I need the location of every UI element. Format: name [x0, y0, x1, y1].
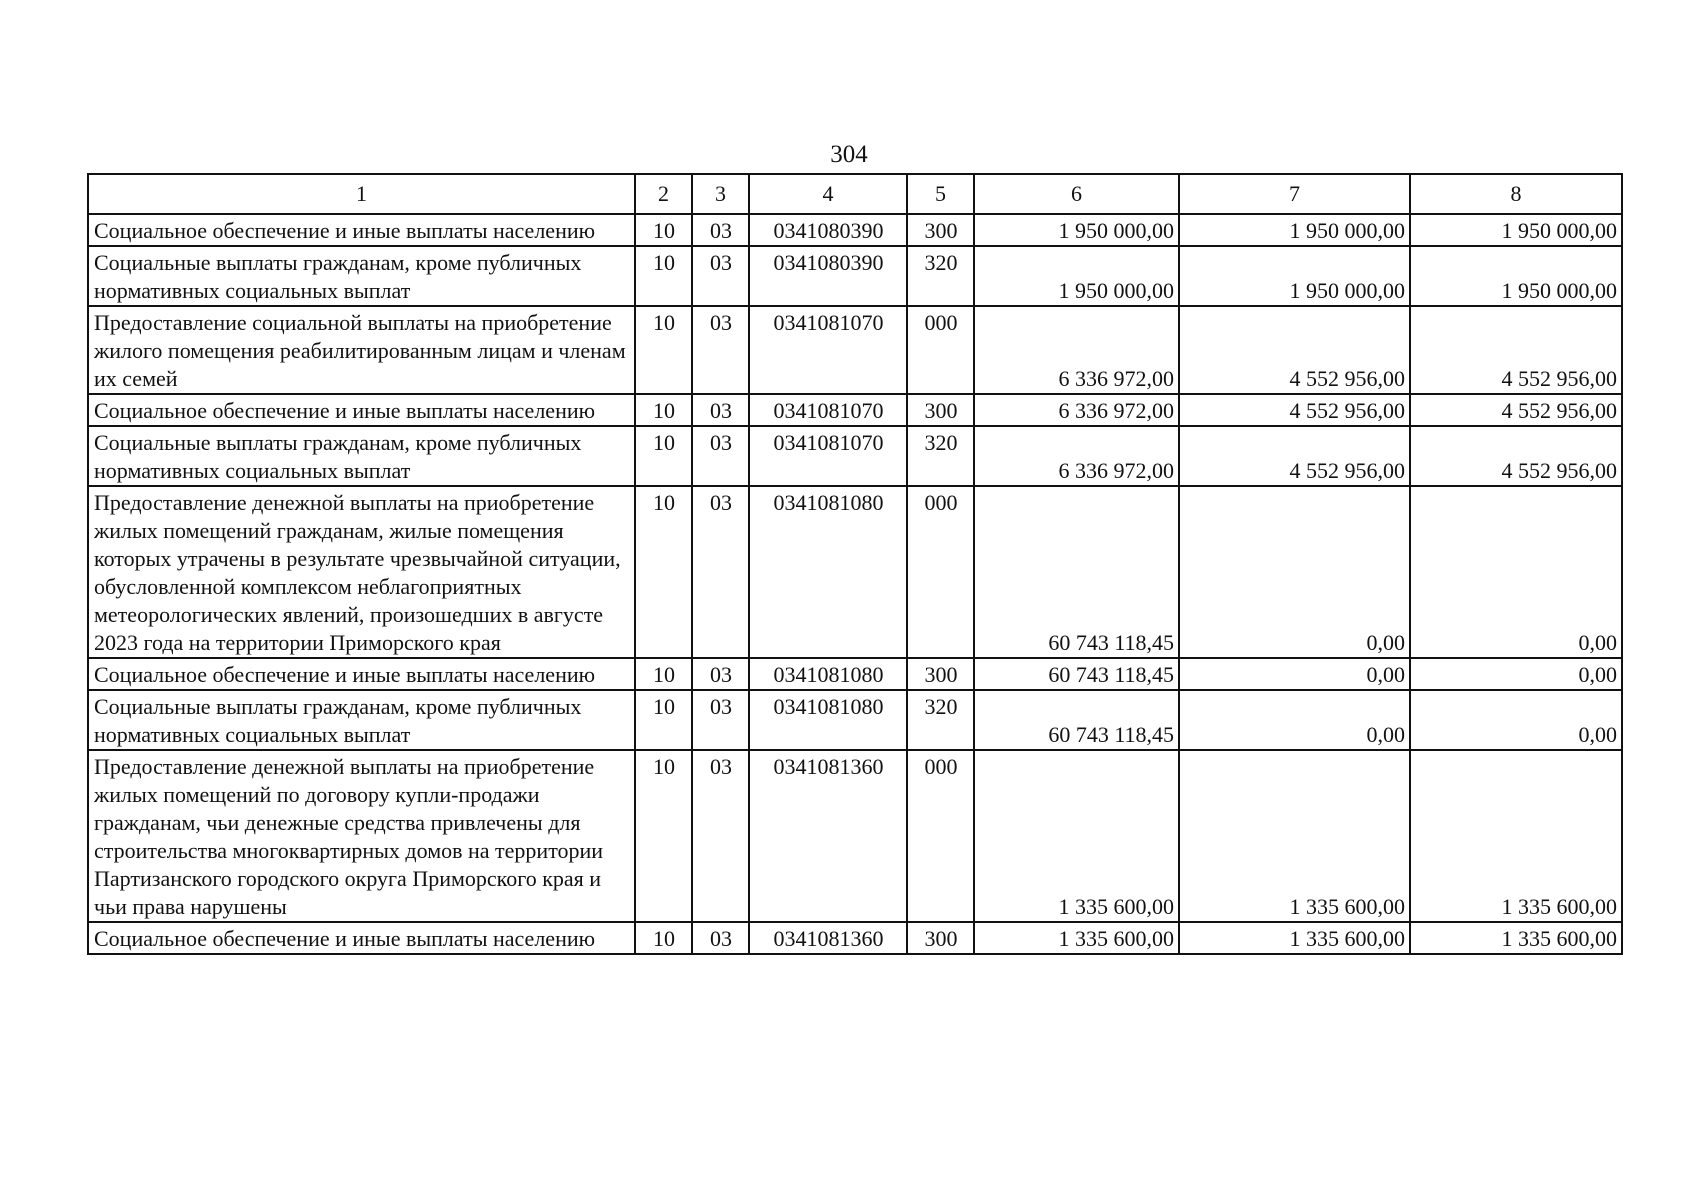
row-amount-1-cell: 6 336 972,00: [974, 426, 1179, 486]
table-row: [88, 690, 1622, 750]
row-amount-1-cell: 60 743 118,45: [974, 486, 1179, 658]
row-amount-1-cell: 1 950 000,00: [974, 246, 1179, 306]
row-target-cell: 0341081070: [749, 426, 907, 486]
row-subsection-cell: 03: [692, 214, 749, 246]
row-amount-3-cell: 1 335 600,00: [1410, 922, 1622, 954]
row-section-cell: 10: [635, 690, 692, 750]
row-amount-1-cell: 1 335 600,00: [974, 922, 1179, 954]
row-amount-1-cell: 60 743 118,45: [974, 658, 1179, 690]
table-row: [88, 394, 1622, 426]
row-amount-3-cell: 0,00: [1410, 658, 1622, 690]
header-cell: 7: [1179, 174, 1410, 214]
row-name-cell: Предоставление денежной выплаты на приобретение жилых помещений по договору купли-продажи гражданам, чьи денежные средства привлечены для строительства многоквартирных домов на территории Партизанского городского округа Приморского края и чьи права нарушены: [88, 750, 635, 922]
row-amount-1-cell: 1 335 600,00: [974, 750, 1179, 922]
row-name-cell: Предоставление денежной выплаты на приобретение жилых помещений гражданам, жилые помещения которых утрачены в результате чрезвычайной ситуации, обусловленной комплексом неблагоприятных метеорологических явлений, произошедших в августе 2023 года на территории Приморского края: [88, 486, 635, 658]
budget-table: [87, 173, 1623, 955]
row-amount-2-cell: 4 552 956,00: [1179, 306, 1410, 394]
header-cell: 6: [974, 174, 1179, 214]
row-kind-cell: 300: [907, 214, 974, 246]
row-amount-3-cell: 4 552 956,00: [1410, 394, 1622, 426]
table-row: [88, 750, 1622, 922]
row-section-cell: 10: [635, 394, 692, 426]
row-subsection-cell: 03: [692, 426, 749, 486]
row-amount-2-cell: 1 335 600,00: [1179, 922, 1410, 954]
row-name-cell: Социальное обеспечение и иные выплаты населению: [88, 658, 635, 690]
row-name-cell: Социальные выплаты гражданам, кроме публичных нормативных социальных выплат: [88, 690, 635, 750]
header-cell: 5: [907, 174, 974, 214]
header-cell: 4: [749, 174, 907, 214]
row-amount-2-cell: 1 950 000,00: [1179, 246, 1410, 306]
row-target-cell: 0341081360: [749, 750, 907, 922]
row-section-cell: 10: [635, 750, 692, 922]
row-name-cell: Социальное обеспечение и иные выплаты населению: [88, 214, 635, 246]
row-name-cell: Предоставление социальной выплаты на приобретение жилого помещения реабилитированным лицам и членам их семей: [88, 306, 635, 394]
row-name-cell: Социальные выплаты гражданам, кроме публичных нормативных социальных выплат: [88, 246, 635, 306]
row-amount-3-cell: 0,00: [1410, 486, 1622, 658]
table-header-row: [88, 174, 1622, 214]
row-target-cell: 0341081080: [749, 690, 907, 750]
row-section-cell: 10: [635, 246, 692, 306]
row-kind-cell: 300: [907, 922, 974, 954]
row-target-cell: 0341081070: [749, 394, 907, 426]
row-name-cell: Социальное обеспечение и иные выплаты населению: [88, 922, 635, 954]
row-kind-cell: 000: [907, 750, 974, 922]
row-target-cell: 0341080390: [749, 214, 907, 246]
header-cell: 8: [1410, 174, 1622, 214]
page-number: 304: [830, 141, 868, 168]
table-row: [88, 246, 1622, 306]
row-amount-1-cell: 6 336 972,00: [974, 394, 1179, 426]
row-subsection-cell: 03: [692, 690, 749, 750]
row-section-cell: 10: [635, 922, 692, 954]
row-kind-cell: 300: [907, 658, 974, 690]
row-amount-3-cell: 4 552 956,00: [1410, 306, 1622, 394]
row-target-cell: 0341081080: [749, 486, 907, 658]
header-cell: 1: [88, 174, 635, 214]
table-row: [88, 426, 1622, 486]
table-row: [88, 214, 1622, 246]
row-kind-cell: 320: [907, 426, 974, 486]
row-amount-1-cell: 6 336 972,00: [974, 306, 1179, 394]
row-target-cell: 0341080390: [749, 246, 907, 306]
header-cell: 3: [692, 174, 749, 214]
row-amount-2-cell: 1 950 000,00: [1179, 214, 1410, 246]
row-kind-cell: 320: [907, 690, 974, 750]
table-row: [88, 486, 1622, 658]
row-amount-3-cell: 0,00: [1410, 690, 1622, 750]
row-amount-3-cell: 1 950 000,00: [1410, 214, 1622, 246]
row-section-cell: 10: [635, 426, 692, 486]
row-section-cell: 10: [635, 658, 692, 690]
row-subsection-cell: 03: [692, 922, 749, 954]
row-subsection-cell: 03: [692, 486, 749, 658]
row-amount-2-cell: 0,00: [1179, 658, 1410, 690]
header-cell: 2: [635, 174, 692, 214]
row-subsection-cell: 03: [692, 750, 749, 922]
table-row: [88, 306, 1622, 394]
row-subsection-cell: 03: [692, 246, 749, 306]
row-target-cell: 0341081360: [749, 922, 907, 954]
row-amount-1-cell: 60 743 118,45: [974, 690, 1179, 750]
row-kind-cell: 000: [907, 486, 974, 658]
row-kind-cell: 300: [907, 394, 974, 426]
row-section-cell: 10: [635, 214, 692, 246]
row-amount-2-cell: 4 552 956,00: [1179, 426, 1410, 486]
row-target-cell: 0341081070: [749, 306, 907, 394]
row-name-cell: Социальные выплаты гражданам, кроме публичных нормативных социальных выплат: [88, 426, 635, 486]
row-amount-1-cell: 1 950 000,00: [974, 214, 1179, 246]
row-amount-2-cell: 4 552 956,00: [1179, 394, 1410, 426]
row-subsection-cell: 03: [692, 394, 749, 426]
row-amount-3-cell: 1 950 000,00: [1410, 246, 1622, 306]
row-target-cell: 0341081080: [749, 658, 907, 690]
row-section-cell: 10: [635, 486, 692, 658]
row-kind-cell: 320: [907, 246, 974, 306]
row-subsection-cell: 03: [692, 306, 749, 394]
row-amount-3-cell: 4 552 956,00: [1410, 426, 1622, 486]
row-kind-cell: 000: [907, 306, 974, 394]
row-amount-2-cell: 1 335 600,00: [1179, 750, 1410, 922]
row-amount-2-cell: 0,00: [1179, 690, 1410, 750]
table-row: [88, 658, 1622, 690]
row-amount-3-cell: 1 335 600,00: [1410, 750, 1622, 922]
table-row: [88, 922, 1622, 954]
row-section-cell: 10: [635, 306, 692, 394]
row-name-cell: Социальное обеспечение и иные выплаты населению: [88, 394, 635, 426]
row-subsection-cell: 03: [692, 658, 749, 690]
row-amount-2-cell: 0,00: [1179, 486, 1410, 658]
